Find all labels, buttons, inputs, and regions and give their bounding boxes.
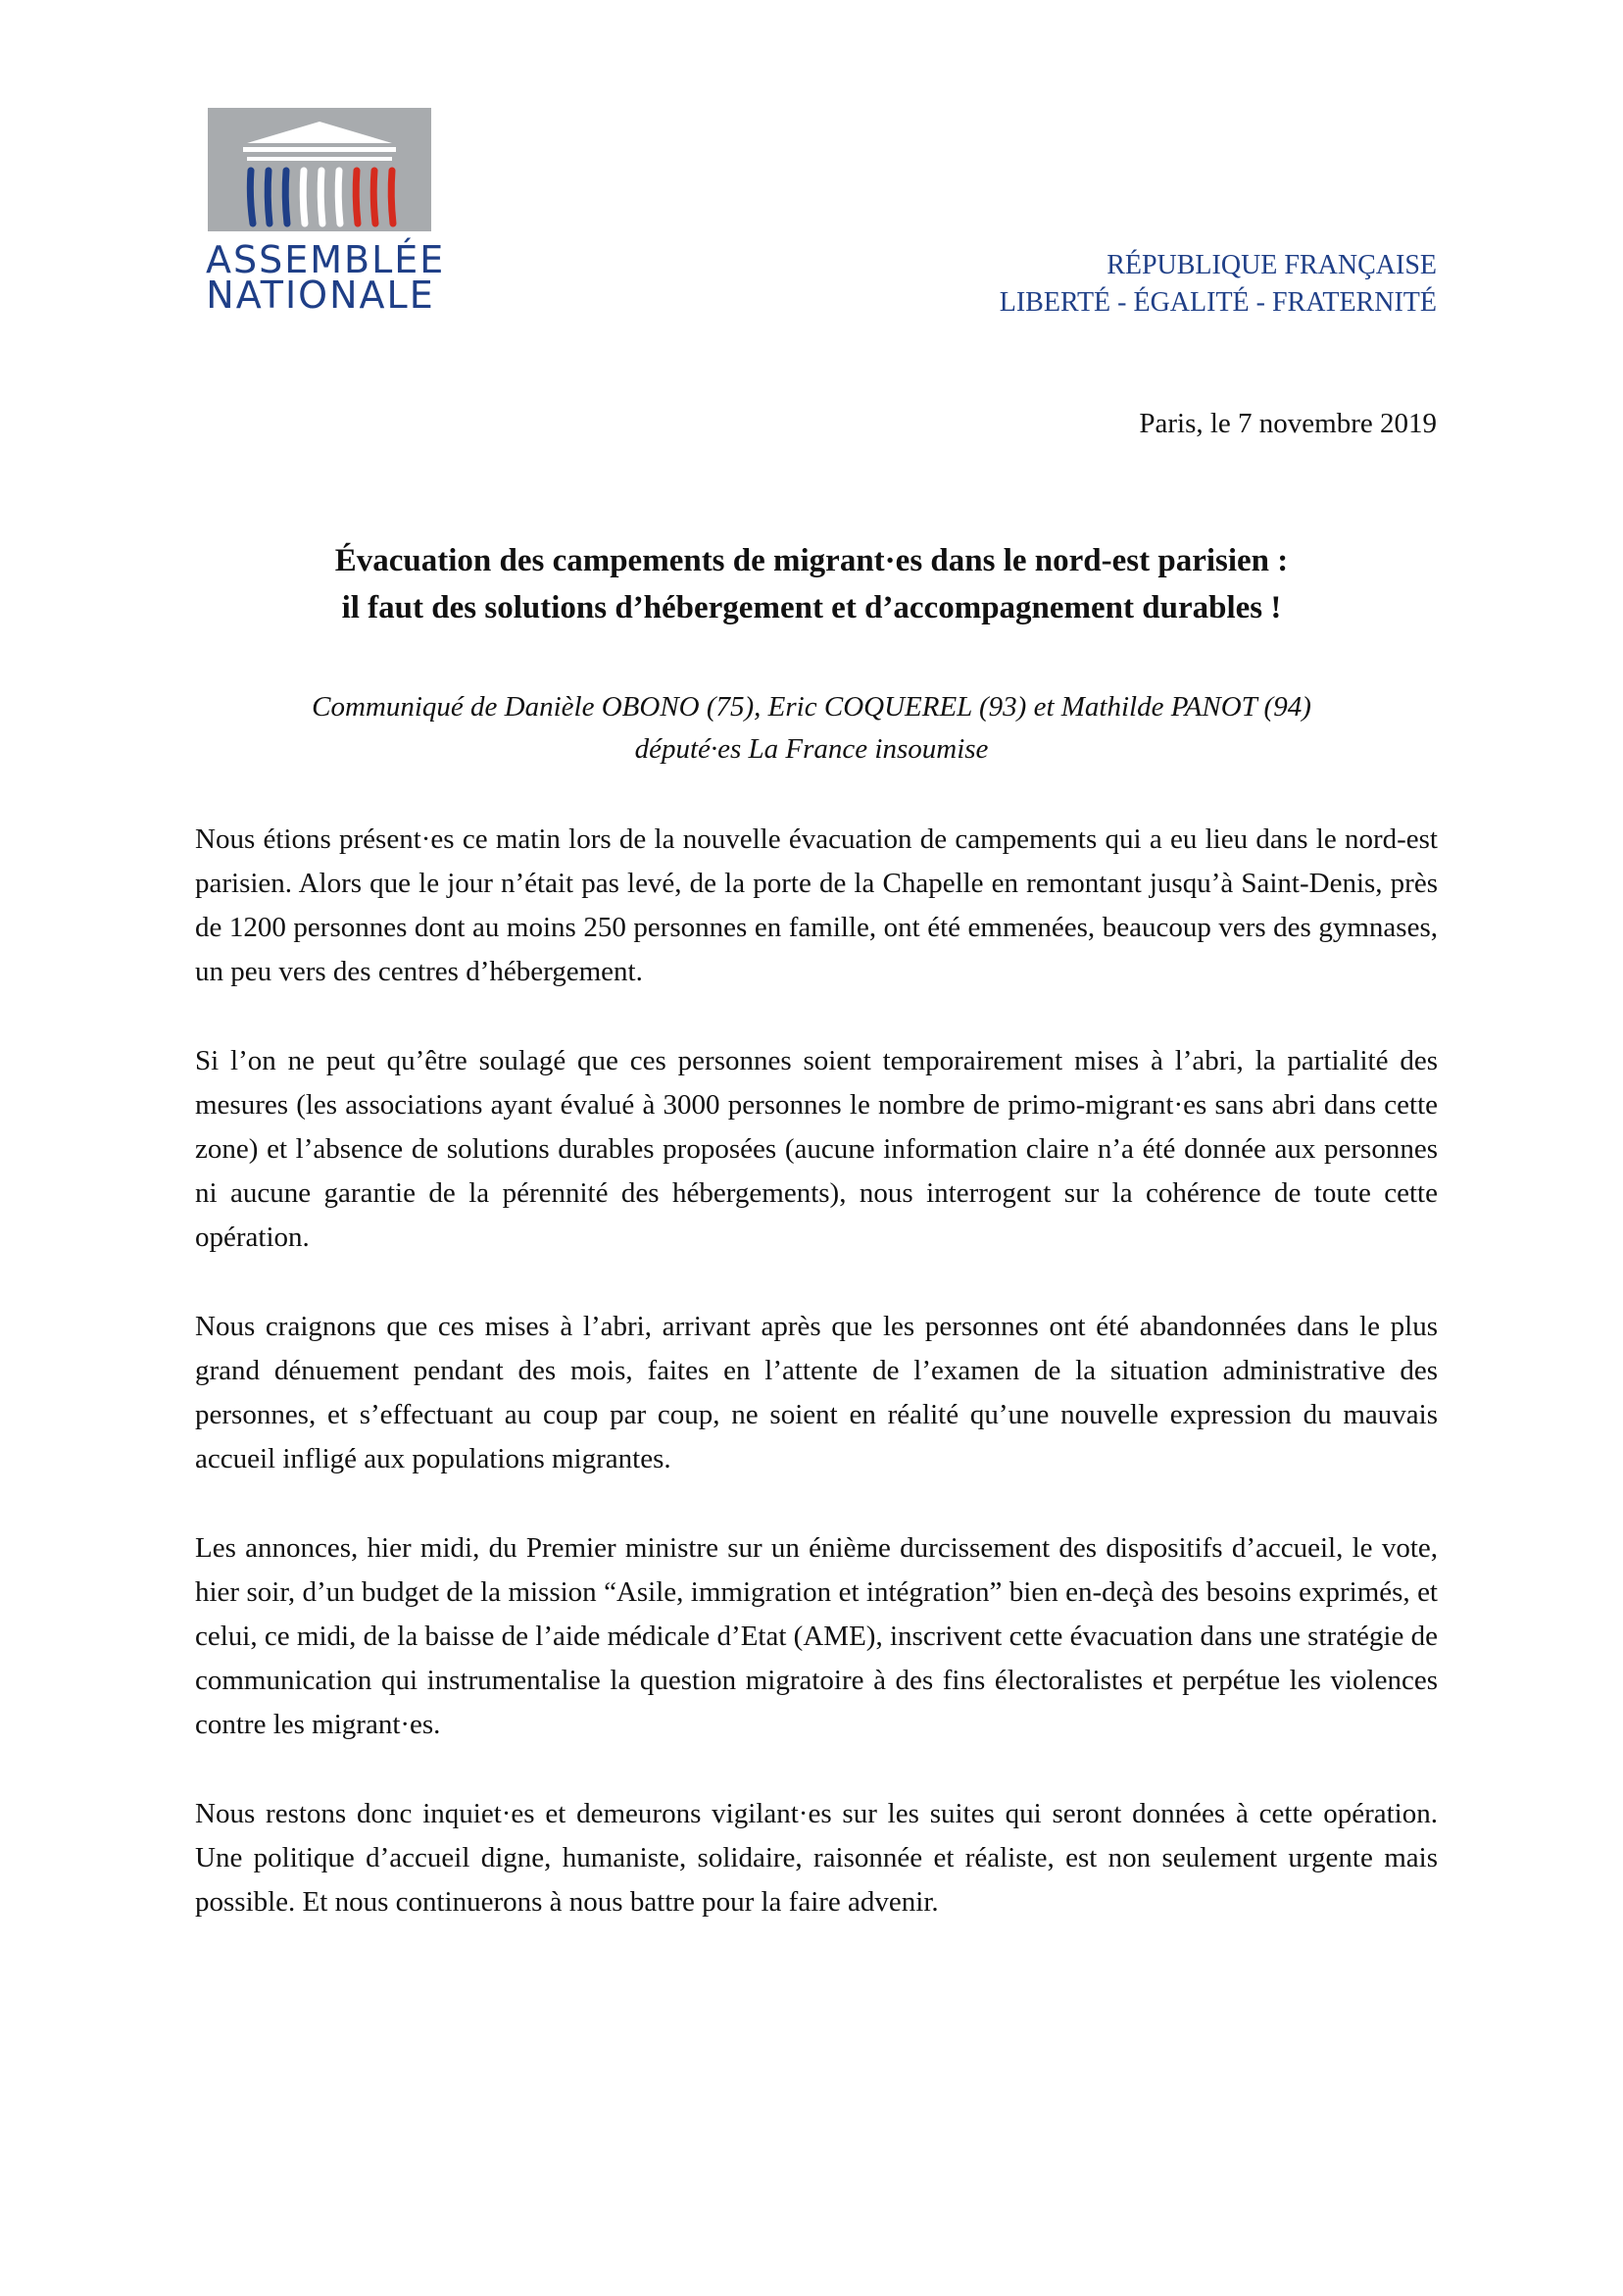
paragraph: Nous craignons que ces mises à l’abri, arrivant après que les personnes ont été abandonnées dans le plus grand dénuement pendant des mois, faites en l’attente de l’examen de la situation administrative des personnes, et s’effectuant au coup par coup, ne soient en réalité qu’une nouvelle expression du mauvais accueil infligé aux populations migrantes. <box>195 1311 1438 1474</box>
paragraph: Nous étions présent·es ce matin lors de la nouvelle évacuation de campements qui a eu lieu dans le nord-est parisien. Alors que le jour n’était pas levé, de la porte de la Chapelle en remontant jusqu’à Saint-Denis, près de 1200 personnes dont au moins 250 personnes en famille, ont été emmenées, beaucoup vers des gymnases, un peu vers des centres d’hébergement. <box>195 824 1438 987</box>
devise-line: LIBERTÉ - ÉGALITÉ - FRATERNITÉ <box>999 287 1437 318</box>
subtitle-line-2: député·es La France insoumise <box>634 733 989 765</box>
document-title <box>176 537 1447 631</box>
paragraph: Les annonces, hier midi, du Premier ministre sur un énième durcissement des dispositifs d’accueil, le vote, hier soir, d’un budget de la mission “Asile, immigration et intégration” bien en-deçà des besoins exprimés, et celui, ce midi, de la baisse de l’aide médicale d’Etat (AME), inscrivent cette évacuation dans une stratégie de communication qui instrumentalise la question migratoire à des fins électoralistes et perpétue les violences contre les migrant·es. <box>195 1532 1438 1740</box>
logo-text-assemblee: ASSEMBLÉE <box>206 238 446 281</box>
document-subtitle <box>176 686 1447 771</box>
document-body <box>195 818 1438 1970</box>
title-line-2: il faut des solutions d’hébergement et d’accompagnement durables ! <box>341 590 1282 625</box>
paragraph: Nous restons donc inquiet·es et demeurons vigilant·es sur les suites qui seront données à cette opération. Une politique d’accueil digne, humaniste, solidaire, raisonnée et réaliste, est non seulement urgente mais possible. Et nous continuerons à nous battre pour la faire advenir. <box>195 1798 1438 1918</box>
paragraph: Si l’on ne peut qu’être soulagé que ces personnes soient temporairement mises à l’abri, la partialité des mesures (les associations ayant évalué à 3000 personnes le nombre de primo-migrant·es sans abri dans cette zone) et l’absence de solutions durables proposées (aucune information claire n’a été donnée aux personnes ni aucune garantie de la pérennité des hébergements), nous interrogent sur la cohérence de toute cette opération. <box>195 1045 1438 1253</box>
subtitle-line-1: Communiqué de Danièle OBONO (75), Eric COQUEREL (93) et Mathilde PANOT (94) <box>312 691 1311 723</box>
document-date: Paris, le 7 novembre 2019 <box>1139 408 1437 439</box>
logo-text-nationale: NATIONALE <box>206 274 435 317</box>
hemicycle-icon <box>208 108 431 231</box>
title-line-1: Évacuation des campements de migrant·es dans le nord-est parisien : <box>334 543 1289 578</box>
republique-header <box>1000 247 1437 322</box>
assemblee-nationale-logo <box>206 108 446 317</box>
republique-line: RÉPUBLIQUE FRANÇAISE <box>1107 250 1437 280</box>
